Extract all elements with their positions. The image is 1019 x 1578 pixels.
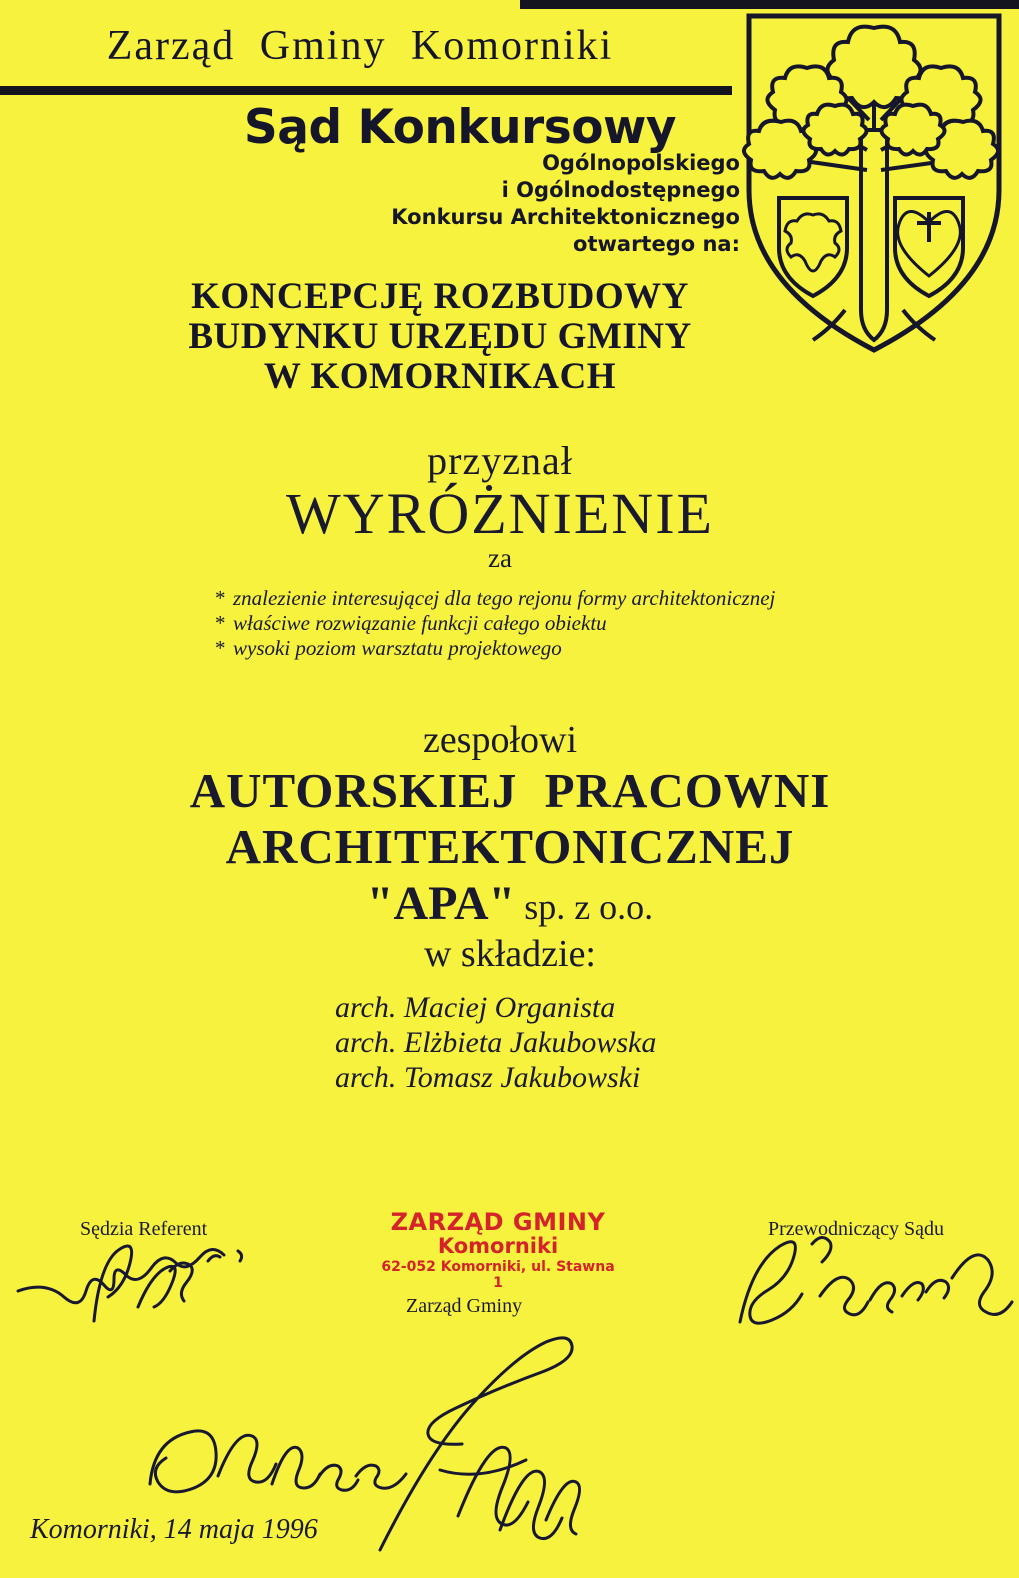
- handwritten-signature-referent: [10, 1225, 280, 1335]
- bullet-star-icon: *: [215, 636, 226, 660]
- signature-label-chairman: Przewodniczący Sądu: [768, 1218, 945, 1240]
- team-word: zespołowi: [422, 719, 578, 761]
- list-item: arch. Elżbieta Jakubowska: [335, 1026, 657, 1059]
- list-item: arch. Maciej Organista: [335, 991, 616, 1024]
- subject-line: BUDYNKU URZĘDU GMINY: [188, 316, 692, 357]
- official-stamp: [378, 1208, 618, 1291]
- award-name: WYRÓŻNIENIE: [286, 481, 714, 546]
- subtitle-line: Ogólnopolskiego: [542, 151, 740, 175]
- subtitle-line: i Ogólnodostępnego: [501, 178, 740, 202]
- subject-line: KONCEPCJĘ ROZBUDOWY: [191, 276, 689, 317]
- list-item: [215, 636, 915, 661]
- place-and-date: Komorniki, 14 maja 1996: [30, 1514, 318, 1545]
- firm-name-line-3: [40, 876, 980, 931]
- stamp-line-3: 62-052 Komorniki, ul. Stawna 1: [381, 1259, 615, 1291]
- for-word: za: [488, 543, 512, 573]
- list-item: [215, 611, 915, 636]
- subtitle-line: Konkursu Architektonicznego: [391, 205, 740, 229]
- handwritten-signature-chairman: [720, 1230, 1019, 1340]
- handwritten-signature-board-1: [130, 1380, 430, 1530]
- firm-name-line-1: AUTORSKIEJ PRACOWNI: [189, 763, 831, 818]
- firm-short-name: "APA": [366, 877, 516, 930]
- list-item: arch. Tomasz Jakubowski: [335, 1061, 641, 1094]
- handwritten-signature-board-2: [340, 1320, 660, 1560]
- firm-name-line-2: ARCHITEKTONICZNEJ: [225, 819, 795, 874]
- firm-legal-form: sp. z o.o.: [515, 887, 654, 927]
- bullet-star-icon: *: [215, 586, 226, 610]
- composition-word: w składzie:: [423, 933, 596, 975]
- top-black-bar: [520, 0, 1019, 9]
- competition-subtitle: [180, 150, 750, 258]
- bullet-star-icon: *: [215, 611, 226, 635]
- team-members-list: [335, 990, 935, 1095]
- stamp-line-1: ZARZĄD GMINY: [390, 1208, 606, 1236]
- competition-subject: [60, 277, 820, 397]
- subject-line: W KOMORNIKACH: [263, 356, 617, 397]
- award-reasons-list: [215, 586, 915, 661]
- reason-text: właściwe rozwiązanie funkcji całego obiektu: [233, 611, 607, 635]
- awarded-word: przyznał: [427, 438, 573, 483]
- signature-label-referent: Sędzia Referent: [80, 1218, 208, 1240]
- court-title: Sąd Konkursowy: [243, 100, 677, 155]
- stamp-line-2: Komorniki: [437, 1234, 559, 1258]
- signature-label-commune-board: Zarząd Gminy: [406, 1295, 523, 1317]
- list-item: [215, 586, 915, 611]
- reason-text: wysoki poziom warsztatu projektowego: [233, 636, 562, 660]
- issuing-authority: Zarząd Gminy Komorniki: [106, 23, 614, 69]
- subtitle-line: otwartego na:: [573, 232, 740, 256]
- reason-text: znalezienie interesującej dla tego rejonu formy architektonicznej: [233, 586, 776, 610]
- header-divider-rule: [0, 86, 732, 95]
